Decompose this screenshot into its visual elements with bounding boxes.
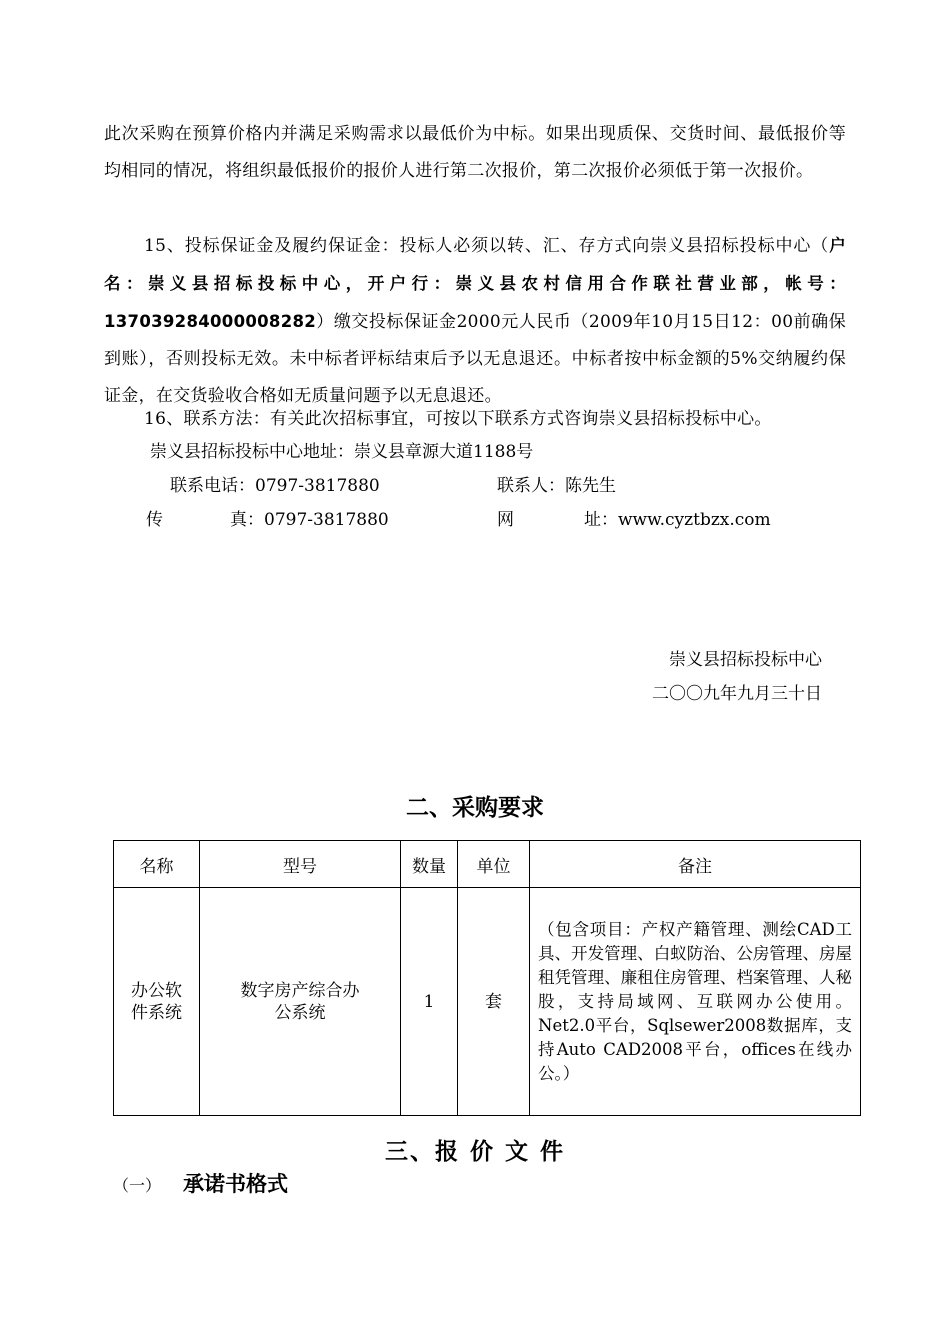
bank-account-info: 户名：崇义县招标投标中心，开户行：崇义县农村信用合作联社营业部，帐号：137039284000008282 bbox=[104, 236, 846, 331]
deposit-intro: 15、投标保证金及履约保证金：投标人必须以转、汇、存方式向崇义县招标投标中心（ bbox=[144, 236, 830, 256]
subsection-heading bbox=[113, 1168, 288, 1198]
header-note: 备注 bbox=[530, 841, 861, 888]
header-model: 型号 bbox=[200, 841, 401, 888]
paragraph-award-rule: 此次采购在预算价格内并满足采购需求以最低价为中标。如果出现质保、交货时间、最低报价等均相同的情况，将组织最低报价的报价人进行第二次报价，第二次报价必须低于第一次报价。 bbox=[104, 124, 846, 181]
signature-date: 二〇〇九年九月三十日 bbox=[652, 684, 822, 704]
contact-fax-label: 传 bbox=[146, 510, 163, 530]
contact-fax: 真：0797-3817880 bbox=[230, 510, 389, 530]
cell-unit: 套 bbox=[458, 888, 530, 1116]
subsection-title: 承诺书格式 bbox=[183, 1172, 289, 1196]
section-title-quotation: 三、报 价 文 件 bbox=[384, 1139, 566, 1165]
contact-person: 联系人：陈先生 bbox=[497, 476, 616, 496]
section-title-requirements: 二、采购要求 bbox=[406, 795, 544, 821]
cell-name: 办公软件系统 bbox=[114, 888, 200, 1116]
deposit-details: ）缴交投标保证金2000元人民币（2009年10月15日12：00前确保到账），否则投标无效。未中标者评标结束后予以无息退还。中标者按中标金额的5%交纳履约保证金，在交货验收合格如无质量问题予以无息退还。 bbox=[104, 312, 846, 406]
cell-qty: 1 bbox=[401, 888, 458, 1116]
header-unit: 单位 bbox=[458, 841, 530, 888]
cell-note: （包含项目：产权产籍管理、测绘CAD工具、开发管理、白蚁防治、公房管理、房屋租凭管理、廉租住房管理、档案管理、人秘股，支持局域网、互联网办公使用。Net2.0平台，Sqlsewer2008数据库，支持Auto CAD2008平台，offices在线办公。） bbox=[530, 888, 861, 1116]
paragraph-deposit bbox=[104, 227, 846, 415]
contact-tel: 联系电话：0797-3817880 bbox=[170, 476, 380, 496]
signature-org: 崇义县招标投标中心 bbox=[669, 650, 822, 670]
requirements-table bbox=[113, 840, 861, 1116]
paragraph-contact: 16、联系方法：有关此次招标事宜，可按以下联系方式咨询崇义县招标投标中心。 bbox=[144, 409, 772, 429]
table-row bbox=[114, 888, 861, 1116]
table-header-row bbox=[114, 841, 861, 888]
header-qty: 数量 bbox=[401, 841, 458, 888]
contact-website: 址：www.cyztbzx.com bbox=[584, 510, 771, 530]
header-name: 名称 bbox=[114, 841, 200, 888]
cell-model: 数字房产综合办公系统 bbox=[200, 888, 401, 1116]
contact-address: 崇义县招标投标中心地址：崇义县章源大道1188号 bbox=[150, 442, 534, 462]
contact-web-label: 网 bbox=[497, 510, 514, 530]
subsection-number: （一） bbox=[113, 1176, 162, 1195]
